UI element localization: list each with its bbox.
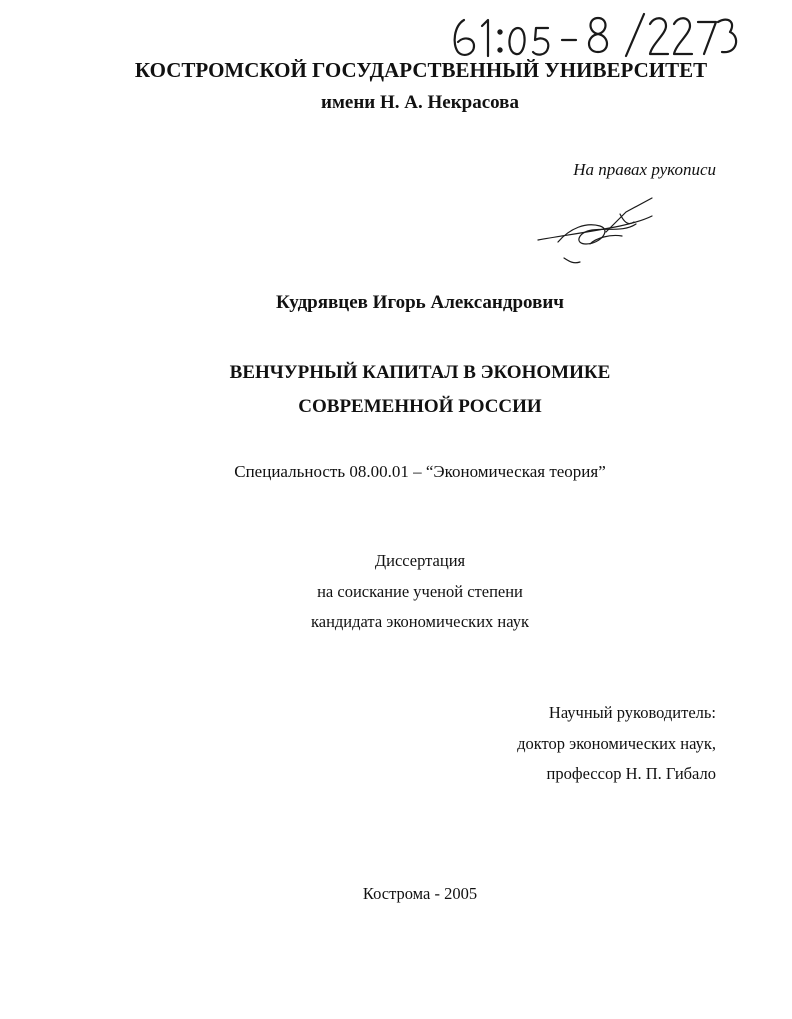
dissertation-title-line-2: СОВРЕМЕННОЙ РОССИИ: [298, 396, 542, 417]
author-name: Кудрявцев Игорь Александрович: [275, 292, 565, 313]
supervisor-degree: доктор экономических наук,: [517, 734, 716, 753]
city-year: Кострома - 2005: [362, 884, 478, 903]
dissertation-label: Диссертация: [374, 551, 466, 570]
supervisor-label: Научный руководитель:: [548, 703, 716, 722]
university-named-after: имени Н. А. Некрасова: [321, 92, 519, 113]
manuscript-rights-note: На правах рукописи: [573, 160, 716, 179]
supervisor-name: профессор Н. П. Гибало: [546, 764, 716, 783]
degree-purpose: на соискание ученой степени: [317, 582, 523, 601]
university-name: КОСТРОМСКОЙ ГОСУДАРСТВЕННЫЙ УНИВЕРСИТЕТ: [134, 58, 708, 82]
degree-name: кандидата экономических наук: [310, 612, 529, 631]
specialty-line: Специальность 08.00.01 – “Экономическая теория”: [234, 462, 606, 481]
handwritten-archive-code: [448, 10, 738, 62]
author-signature: [530, 192, 660, 272]
dissertation-title-line-1: ВЕНЧУРНЫЙ КАПИТАЛ В ЭКОНОМИКЕ: [229, 362, 611, 383]
